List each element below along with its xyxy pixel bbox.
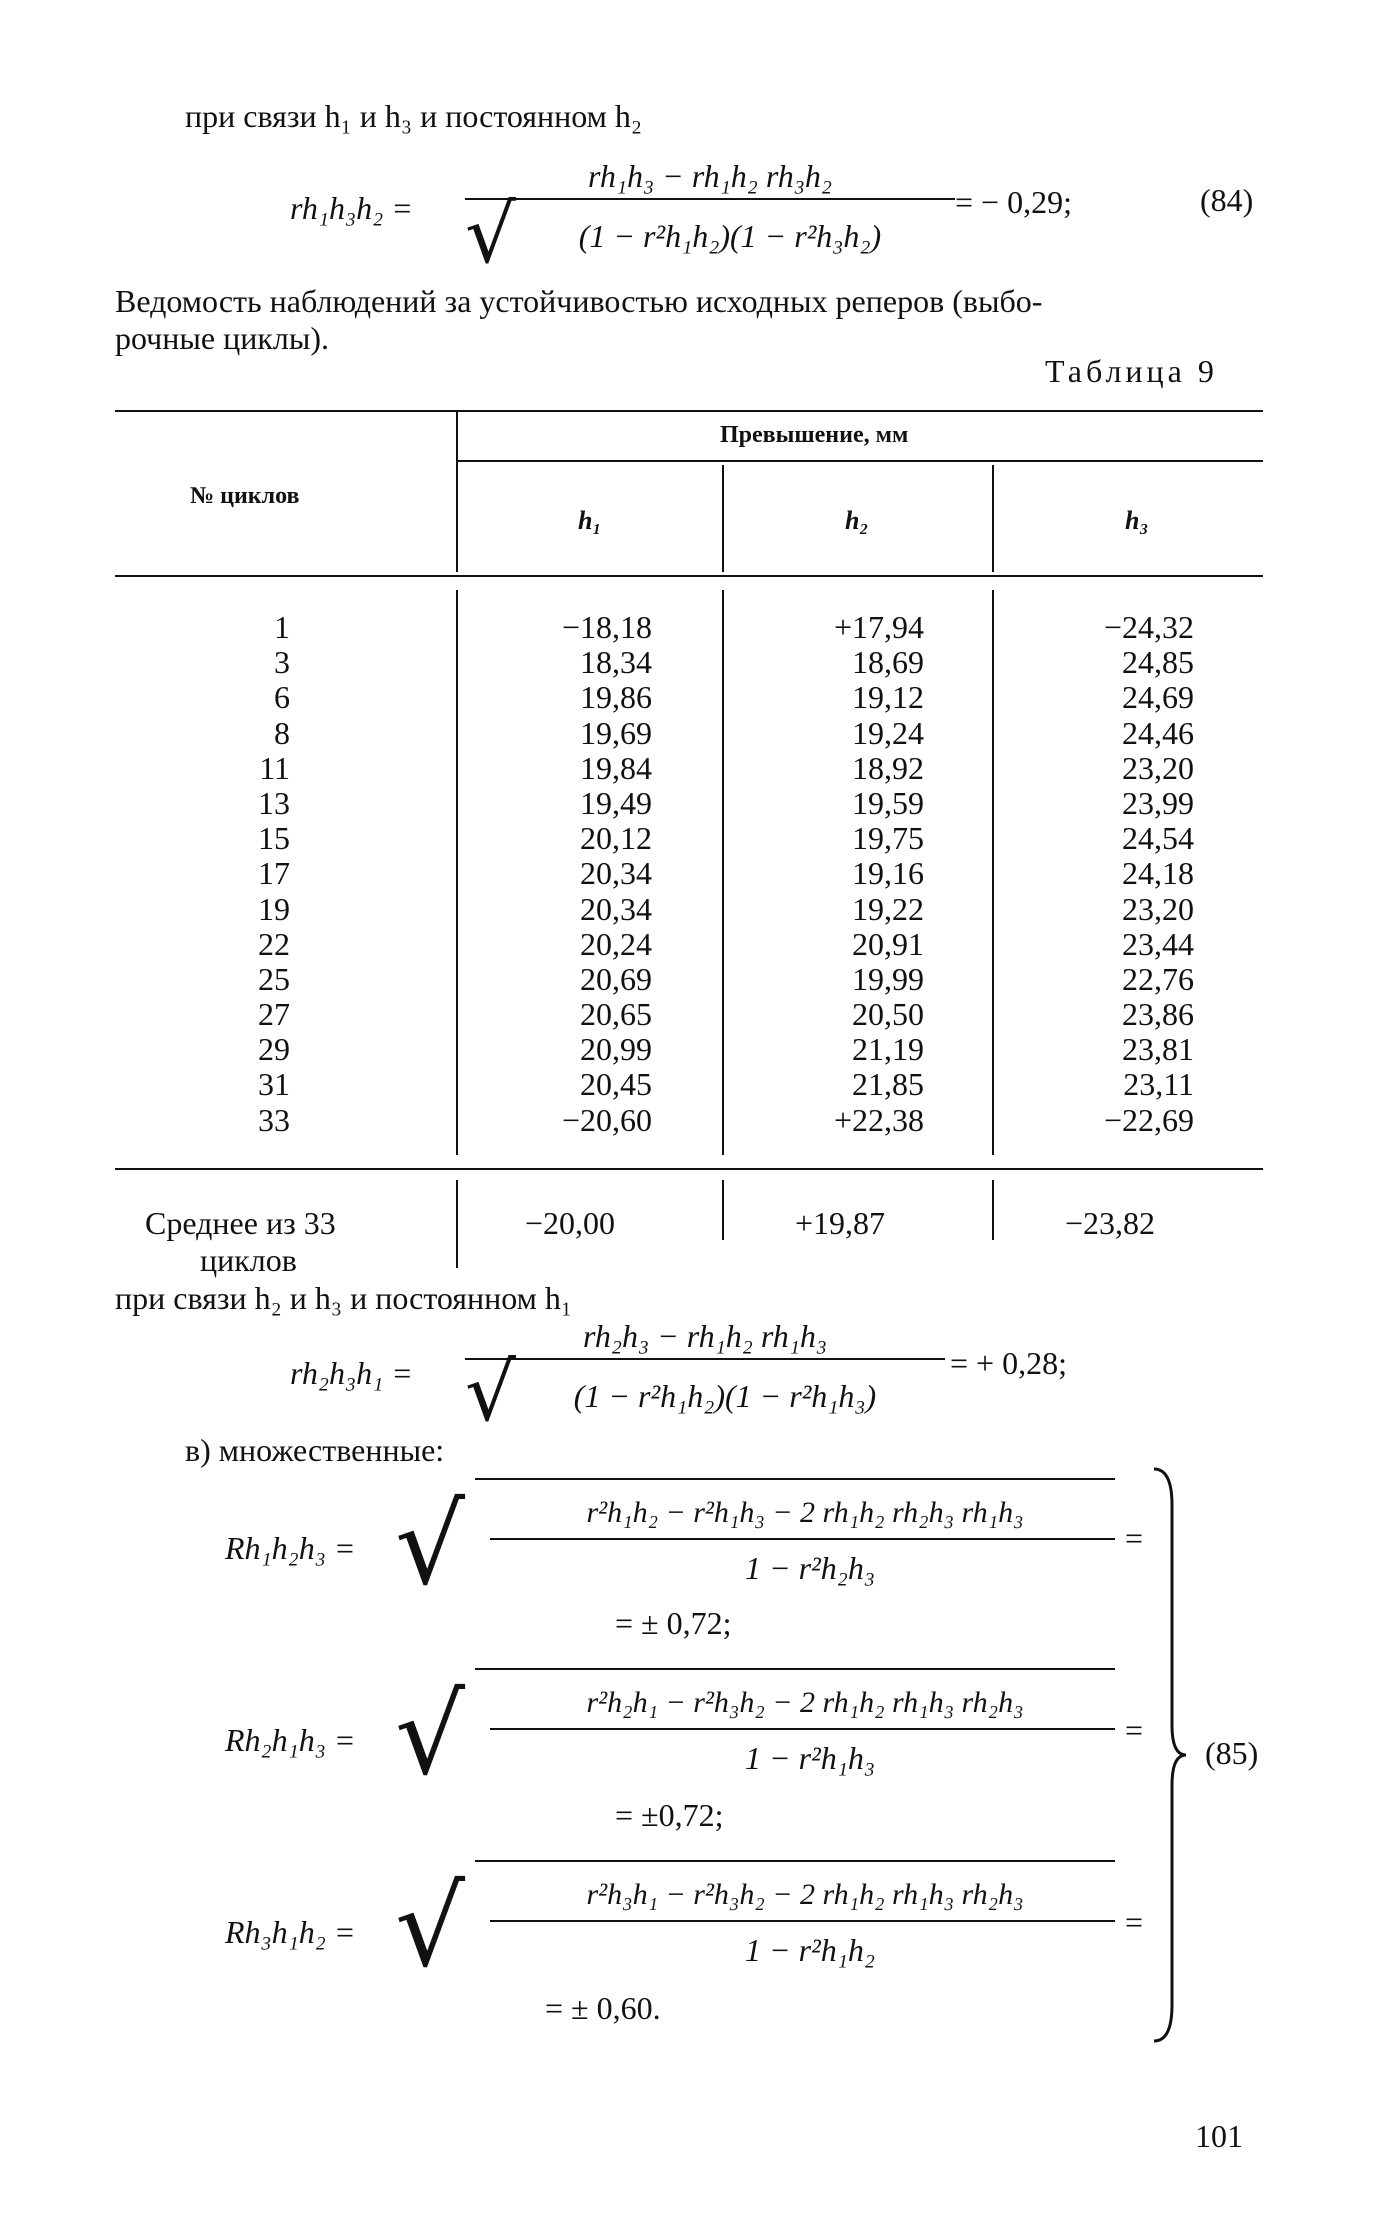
h1-value-cell: 20,69	[580, 960, 652, 997]
mean-h1: −20,00	[525, 1205, 616, 1241]
eq84-fraction-bar	[465, 198, 955, 200]
h1-value-cell: 19,69	[580, 714, 652, 751]
eq85-1-equals: =	[1125, 1520, 1144, 1556]
h2-value-cell: 20,91	[852, 925, 924, 962]
cycle-number-cell: 25	[258, 960, 290, 997]
header-h3: h₃	[1125, 506, 1149, 535]
eq85-3-radical-sign: √	[395, 1863, 466, 1991]
eq84-denominator: (1 − r²h₁h₂)(1 − r²h₃h₂)	[578, 218, 882, 254]
eq85-1-numerator: r²h₁h₂ − r²h₁h₃ − 2 rh₁h₂ rh₂h₃ rh₁h₃	[586, 1496, 1024, 1529]
eq85-1-fraction-bar	[490, 1538, 1115, 1540]
cycle-number-cell: 22	[258, 925, 290, 962]
eq85-3-equals: =	[1125, 1904, 1144, 1940]
h2-value-cell: 19,22	[852, 890, 924, 927]
h3-value-cell: 24,69	[1122, 679, 1194, 716]
header-cycles: № циклов	[190, 483, 300, 509]
h3-value-cell: 23,81	[1122, 1031, 1194, 1068]
eq84-number: (84)	[1200, 182, 1254, 218]
cycle-number-cell: 6	[274, 679, 290, 716]
h3-value-cell: −22,69	[1103, 1101, 1194, 1138]
h2-value-cell: 21,19	[852, 1031, 924, 1068]
h1-value-cell: 20,65	[580, 996, 652, 1033]
cycle-number-cell: 33	[258, 1101, 290, 1138]
h2-value-cell: 19,99	[852, 960, 924, 997]
eq85-3-denominator: 1 − r²h₁h₂	[745, 1932, 875, 1968]
header-group: Превышение, мм	[720, 422, 909, 448]
eq2-lhs: rh₂h₃h₁ =	[290, 1355, 413, 1391]
h3-value-cell: 24,18	[1122, 855, 1194, 892]
eq85-2-fraction-bar	[490, 1728, 1115, 1730]
eq2-numerator: rh₂h₃ − rh₁h₂ rh₁h₃	[583, 1318, 827, 1354]
eq85-2-equals: =	[1125, 1712, 1144, 1748]
h2-value-cell: +17,94	[833, 609, 924, 645]
cycle-number-cell: 8	[274, 714, 290, 751]
eq85-2-radical-sign: √	[395, 1671, 466, 1799]
page-number: 101	[1195, 2118, 1243, 2154]
eq85-3-radical-top	[475, 1860, 1115, 1862]
table-vline-3-header	[992, 465, 994, 572]
eq85-1-radical-top	[475, 1478, 1115, 1480]
mean-h3: −23,82	[1065, 1205, 1156, 1241]
cycle-number-cell: 29	[258, 1031, 290, 1068]
h1-value-cell: 20,24	[580, 925, 652, 962]
h2-value-cell: 21,85	[852, 1066, 924, 1103]
h2-value-cell: +22,38	[833, 1101, 924, 1138]
table-vline-3-body	[992, 590, 994, 1155]
cycle-number-cell: 11	[259, 749, 290, 786]
table-vline-1-header	[456, 412, 458, 572]
eq85-3-numerator: r²h₃h₁ − r²h₃h₂ − 2 rh₁h₂ rh₁h₃ rh₂h₃	[586, 1878, 1024, 1911]
h1-value-cell: −18,18	[561, 609, 652, 645]
mean-label-2: циклов	[200, 1242, 297, 1278]
table-vline-2-body	[722, 590, 724, 1155]
h3-value-cell: 23,99	[1122, 784, 1194, 821]
h3-value-cell: 24,85	[1122, 644, 1194, 681]
h1-value-cell: 20,12	[580, 820, 652, 857]
column-h1	[500, 610, 652, 1138]
eq85-1-lhs: Rh₁h₂h₃ =	[225, 1530, 356, 1566]
table-vline-3-mean	[992, 1180, 994, 1240]
eq85-3-fraction-bar	[490, 1920, 1115, 1922]
right-brace	[1150, 1465, 1190, 2045]
h3-value-cell: 23,20	[1122, 749, 1194, 786]
cycle-number-cell: 19	[258, 890, 290, 927]
header-h2: h₂	[845, 506, 869, 535]
eq84-lhs: rh₁h₃h₂ =	[290, 190, 413, 226]
eq85-1-denominator: 1 − r²h₂h₃	[745, 1550, 875, 1586]
eq2-denominator: (1 − r²h₁h₂)(1 − r²h₁h₃)	[573, 1378, 877, 1414]
h2-value-cell: 19,12	[852, 679, 924, 716]
caption-line-2: рочные циклы).	[115, 320, 330, 356]
eq85-1-radical-sign: √	[395, 1481, 466, 1609]
eq85-2-numerator: r²h₂h₁ − r²h₃h₂ − 2 rh₁h₂ rh₁h₃ rh₂h₃	[586, 1686, 1024, 1719]
h2-value-cell: 19,59	[852, 784, 924, 821]
h2-value-cell: 19,16	[852, 855, 924, 892]
h3-value-cell: −24,32	[1103, 609, 1194, 645]
cycle-number-cell: 17	[258, 855, 290, 892]
column-h2	[770, 610, 924, 1138]
h3-value-cell: 23,86	[1122, 996, 1194, 1033]
header-h1: h₁	[578, 506, 602, 535]
eq85-2-denominator: 1 − r²h₁h₃	[745, 1740, 875, 1776]
eq2-fraction-bar	[465, 1358, 945, 1360]
h1-value-cell: 18,34	[580, 644, 652, 681]
cycle-number-cell: 3	[274, 644, 290, 681]
h1-value-cell: 19,86	[580, 679, 652, 716]
eq85-3-result: = ± 0,60.	[545, 1990, 661, 2026]
mean-h2: +19,87	[795, 1205, 886, 1241]
eq2-result: = + 0,28;	[950, 1345, 1067, 1381]
cycle-number-cell: 15	[258, 820, 290, 857]
h1-value-cell: 19,84	[580, 749, 652, 786]
h3-value-cell: 23,20	[1122, 890, 1194, 927]
h2-value-cell: 19,75	[852, 820, 924, 857]
h2-value-cell: 20,50	[852, 996, 924, 1033]
eq85-2-result: = ±0,72;	[615, 1797, 724, 1833]
column-h3	[1040, 610, 1194, 1138]
eq85-3-lhs: Rh₃h₁h₂ =	[225, 1914, 356, 1950]
eq84-radical-sign: √	[465, 188, 516, 281]
h1-value-cell: 20,34	[580, 890, 652, 927]
table-vline-1-body	[456, 590, 458, 1155]
table-vline-1-mean	[456, 1180, 458, 1268]
h1-value-cell: 19,49	[580, 784, 652, 821]
h3-value-cell: 23,11	[1123, 1066, 1194, 1103]
eq84-result: = − 0,29;	[955, 184, 1072, 220]
cycle-number-cell: 1	[274, 609, 290, 645]
intro-text-1: при связи h₁ и h₃ и постоянном h₂	[185, 98, 643, 134]
multiple-label: в) множественные:	[185, 1432, 445, 1468]
eq85-2-lhs: Rh₂h₁h₃ =	[225, 1722, 356, 1758]
cycle-number-cell: 13	[258, 784, 290, 821]
h2-value-cell: 18,92	[852, 749, 924, 786]
table-top-rule	[115, 410, 1263, 412]
table-vline-2-header	[722, 465, 724, 572]
eq85-2-radical-top	[475, 1668, 1115, 1670]
h3-value-cell: 24,46	[1122, 714, 1194, 751]
table-body-rule	[115, 1168, 1263, 1170]
table-group-rule	[458, 460, 1263, 462]
caption-line-1: Ведомость наблюдений за устойчивостью исходных реперов (выбо-	[115, 283, 1043, 319]
table-header-rule	[115, 575, 1263, 577]
h2-value-cell: 18,69	[852, 644, 924, 681]
h3-value-cell: 23,44	[1122, 925, 1194, 962]
h1-value-cell: −20,60	[561, 1101, 652, 1138]
h1-value-cell: 20,34	[580, 855, 652, 892]
column-cycles	[250, 610, 290, 1138]
eq84-numerator: rh₁h₃ − rh₁h₂ rh₃h₂	[588, 158, 832, 194]
cycle-number-cell: 27	[258, 996, 290, 1033]
h1-value-cell: 20,99	[580, 1031, 652, 1068]
table-vline-2-mean	[722, 1180, 724, 1240]
eq85-number: (85)	[1205, 1735, 1259, 1771]
eq2-radical-sign: √	[465, 1346, 516, 1439]
table-label: Таблица 9	[1045, 353, 1218, 389]
h3-value-cell: 22,76	[1122, 960, 1194, 997]
h1-value-cell: 20,45	[580, 1066, 652, 1103]
cycle-number-cell: 31	[258, 1066, 290, 1103]
intro-text-2: при связи h₂ и h₃ и постоянном h₁	[115, 1280, 573, 1316]
h2-value-cell: 19,24	[852, 714, 924, 751]
mean-label-1: Среднее из 33	[145, 1205, 336, 1241]
h3-value-cell: 24,54	[1122, 820, 1194, 857]
eq85-1-result: = ± 0,72;	[615, 1605, 732, 1641]
